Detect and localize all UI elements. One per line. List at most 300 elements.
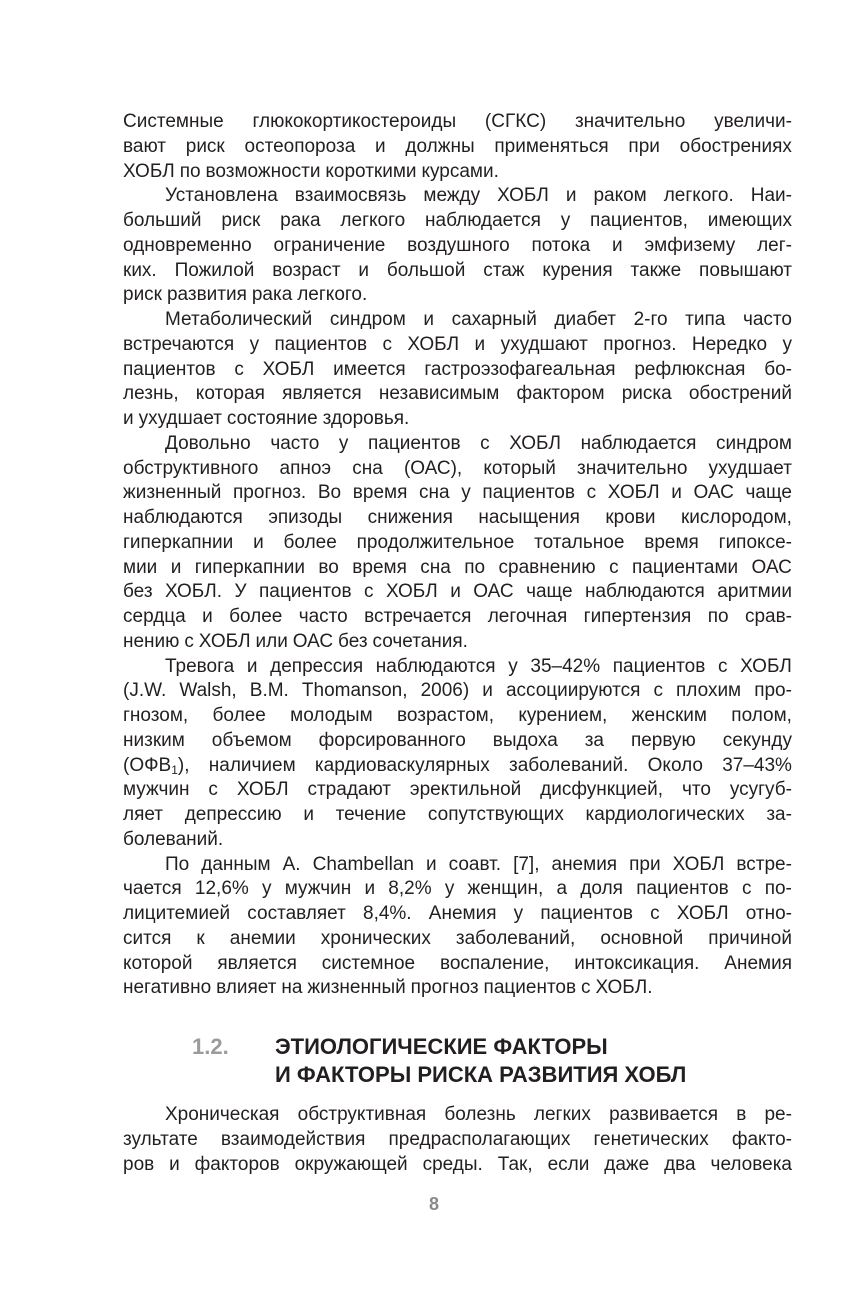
word: пациентов <box>483 977 577 999</box>
text-line <box>123 704 792 729</box>
word: ухудшает <box>138 408 222 429</box>
word: полом, <box>731 705 792 726</box>
word: применяться <box>494 135 609 157</box>
word: развивается <box>609 1104 719 1125</box>
word: апноэ <box>279 457 332 479</box>
word: и <box>364 878 376 900</box>
text-line <box>123 481 792 506</box>
word: [7], <box>513 853 540 875</box>
word: курсами. <box>421 160 499 182</box>
word: по <box>707 606 729 627</box>
text-line <box>123 927 792 952</box>
word: типа <box>685 309 726 330</box>
word: имеется <box>333 358 406 380</box>
word: составляет <box>247 903 346 924</box>
word: наблюдаются <box>584 581 705 603</box>
word: низким <box>123 729 185 751</box>
word: с <box>609 556 619 578</box>
word: с <box>364 581 374 603</box>
word: страдают <box>307 779 392 801</box>
word: ре- <box>764 1104 792 1125</box>
word: сердца <box>123 606 186 627</box>
word: ХОБЛ <box>123 160 175 182</box>
word: системное <box>321 952 416 974</box>
word: развития <box>166 284 247 306</box>
word: ХОБЛ <box>509 432 561 454</box>
text-line <box>123 877 792 902</box>
word: усугуб- <box>729 779 792 801</box>
word: пациентами <box>631 556 739 578</box>
word: ОАС <box>693 482 734 504</box>
word: анемия <box>551 853 618 875</box>
paragraph <box>123 184 792 308</box>
word: 2006) <box>420 680 470 702</box>
word: Довольно <box>165 432 251 454</box>
word: с <box>480 432 490 454</box>
word: и <box>565 185 577 207</box>
word: (J.W. <box>123 680 167 702</box>
word: также <box>630 259 682 281</box>
word: соавт. <box>448 853 502 875</box>
word: течение <box>335 804 407 825</box>
word: возрастом, <box>397 705 494 726</box>
word: сится <box>123 927 172 949</box>
section-title <box>275 1033 686 1089</box>
word: и <box>375 135 386 157</box>
word: кардиологических <box>585 804 745 825</box>
word: 2-го <box>633 309 668 330</box>
text-line <box>123 184 792 209</box>
word: с <box>717 655 728 677</box>
word: легкого. <box>663 185 734 207</box>
word: и <box>253 531 264 553</box>
word: у <box>508 655 518 677</box>
word: и <box>423 309 434 330</box>
paragraph <box>123 432 792 655</box>
text-line <box>123 333 792 358</box>
word: время <box>352 482 408 504</box>
word: человека <box>710 1153 792 1175</box>
word: мужчин <box>123 779 190 801</box>
word: 8,4%. <box>363 903 412 924</box>
word: отно- <box>745 903 792 924</box>
word: доля <box>580 878 623 900</box>
word: болеваний. <box>123 828 224 850</box>
word: гиперкапнии <box>194 556 306 578</box>
text-line <box>123 160 792 185</box>
text-line <box>123 853 792 878</box>
word: и <box>474 333 486 355</box>
word: по <box>464 556 486 578</box>
word: при <box>628 135 660 157</box>
word: с <box>650 903 660 924</box>
word: тотальное <box>534 531 625 553</box>
text-line <box>123 1103 792 1128</box>
word: пациентов <box>123 358 216 380</box>
text-line <box>123 778 792 803</box>
word: B.M. <box>249 680 289 702</box>
word: сна <box>352 457 383 479</box>
word: короткими <box>325 160 417 182</box>
word: A. <box>282 853 301 875</box>
text-line <box>123 952 792 977</box>
word: вают <box>123 135 166 157</box>
word: кардиоваскулярных <box>314 754 490 776</box>
word-with-subscript: $(ОФВ_1)$, <box>123 754 190 777</box>
word: чаще <box>745 482 792 504</box>
word: объемом <box>211 729 292 751</box>
word: ОАС <box>473 581 514 603</box>
word: лег- <box>757 234 792 256</box>
word: увеличи- <box>714 111 792 132</box>
word: значительно <box>574 111 686 132</box>
word: и <box>303 804 314 825</box>
word: (СГКС) <box>484 111 547 132</box>
word: 37–43% <box>722 754 792 776</box>
word: у <box>249 333 260 355</box>
word: во <box>318 556 339 578</box>
word: ограничение <box>273 234 386 256</box>
text-line <box>123 358 792 383</box>
text-line <box>123 506 792 531</box>
word: и <box>246 655 258 677</box>
word: Анемия <box>724 952 792 974</box>
word: и <box>450 581 461 603</box>
word: сахарный <box>451 309 537 330</box>
word: жизненный <box>307 977 406 999</box>
word: пациентов <box>259 581 352 603</box>
word: секунду <box>722 729 792 751</box>
word: 35–42% <box>530 655 601 677</box>
word: возраст <box>272 259 341 281</box>
word: здоровья. <box>322 408 410 429</box>
word: ухудшает <box>708 457 792 479</box>
word: и <box>671 482 682 504</box>
word: ХОБЛ <box>198 630 251 652</box>
word: повышают <box>699 259 792 281</box>
word: гипоксе- <box>718 531 792 553</box>
word: выдоха <box>492 729 558 751</box>
word: эректильной <box>409 779 522 801</box>
word: заболеваний. <box>508 754 629 776</box>
word: форсированного <box>318 729 466 751</box>
word: и <box>612 234 623 256</box>
word: факторов <box>194 1153 280 1175</box>
word: снижения <box>367 507 453 528</box>
word: и <box>358 259 370 281</box>
text-line <box>123 283 792 308</box>
word: часто <box>270 432 320 454</box>
word: ОАС <box>751 556 792 578</box>
paragraph <box>123 110 792 184</box>
word: обострений <box>688 383 792 405</box>
word: эмфизему <box>644 234 736 256</box>
word: между <box>423 185 481 207</box>
word: воспаление, <box>439 952 550 974</box>
text-line <box>123 679 792 704</box>
word: с <box>382 333 392 355</box>
word: продолжительное <box>356 531 515 553</box>
word: к <box>196 927 205 949</box>
word: депрессия <box>270 655 364 677</box>
word: про- <box>754 680 792 702</box>
word: возможности <box>205 160 321 182</box>
word: или <box>255 630 288 652</box>
word: обструктивная <box>297 1104 427 1125</box>
word: лезнь, <box>123 383 179 405</box>
word: ров <box>123 1153 155 1175</box>
word: без <box>338 630 368 652</box>
word: с <box>741 878 752 900</box>
text-line <box>123 457 792 482</box>
word: с <box>653 680 663 702</box>
word: пациентов <box>482 482 575 504</box>
word: гнозом, <box>123 705 189 726</box>
word: даже <box>604 1153 650 1175</box>
word: является <box>282 383 362 405</box>
word: среды. <box>422 1153 483 1175</box>
paragraph <box>123 1103 792 1177</box>
word: Пожилой <box>174 259 255 281</box>
word: предрасполагающих <box>388 1128 571 1150</box>
word: рака <box>251 284 293 306</box>
word: с <box>184 630 194 652</box>
word: ких. <box>123 259 157 281</box>
word: прогноз <box>410 977 479 999</box>
word: кислородом, <box>680 507 792 528</box>
word: значительно <box>577 457 688 479</box>
word: лицитемией <box>123 903 231 924</box>
word: сравнению <box>498 556 596 578</box>
subscript: 1 <box>171 762 178 777</box>
paragraph <box>123 308 792 432</box>
text-line <box>123 135 792 160</box>
word: курением, <box>518 705 608 726</box>
word: наблюдаются <box>123 507 243 528</box>
word: ухудшают <box>500 333 588 355</box>
word: ХОБЛ. <box>164 581 223 603</box>
word: дисфункцией, <box>540 779 664 801</box>
word: женщин, <box>467 878 544 900</box>
word: насыщения <box>478 507 580 528</box>
word: более <box>212 705 266 726</box>
word: и <box>169 1153 180 1175</box>
text-line <box>123 580 792 605</box>
word: ХОБЛ <box>676 903 729 924</box>
page-number: 8 <box>428 1194 439 1214</box>
word: Так, <box>497 1153 533 1175</box>
word: молодым <box>290 705 373 726</box>
word: с <box>581 977 591 999</box>
word: что <box>681 779 711 801</box>
word: мии <box>123 556 158 578</box>
word: заболеваний, <box>455 927 576 949</box>
word: больший <box>123 210 202 231</box>
word: данным <box>201 853 271 875</box>
word: интоксикация. <box>574 952 700 974</box>
word: имеющих <box>707 210 792 231</box>
text-line <box>123 110 792 135</box>
word: ХОБЛ <box>672 853 725 875</box>
word: 8,2% <box>388 878 432 900</box>
word: влияет <box>216 977 277 999</box>
word: риска <box>621 383 672 405</box>
word: обструктивного <box>123 457 259 479</box>
word: риск <box>123 284 162 306</box>
word: курения <box>542 259 613 281</box>
text-line <box>123 407 792 432</box>
text-line <box>123 803 792 828</box>
word: первую <box>630 729 696 751</box>
word: более <box>229 606 283 627</box>
word: аритмии <box>717 581 792 603</box>
word: Анемия <box>428 903 497 924</box>
word: ХОБЛ <box>740 655 792 677</box>
text-line <box>123 531 792 556</box>
word: По <box>165 853 190 875</box>
word: анемии <box>229 927 296 949</box>
text-line <box>123 259 792 284</box>
text-line <box>123 556 792 581</box>
word: взаимодействия <box>220 1128 366 1150</box>
word: а <box>556 878 568 900</box>
word: синдром <box>716 432 792 454</box>
word: Наи- <box>750 185 792 207</box>
body-text <box>123 110 792 1001</box>
word: ляет <box>123 804 164 825</box>
paragraph <box>123 655 792 853</box>
word: сопутствующих <box>427 804 564 825</box>
word: ХОБЛ <box>407 333 460 355</box>
word: с <box>234 358 244 380</box>
section-body-text <box>123 1103 792 1177</box>
word: встречаются <box>123 333 235 355</box>
word: У <box>234 581 247 603</box>
word: мужчин <box>284 878 352 900</box>
word: ОАС <box>292 630 334 652</box>
word: Во <box>317 482 342 504</box>
word: пациентов <box>636 878 729 900</box>
word: пациентов <box>368 432 461 454</box>
word: гиперкапнии <box>123 531 234 553</box>
word: независимым <box>378 383 500 405</box>
word: нению <box>123 630 180 652</box>
word: рака <box>280 210 321 231</box>
text-line <box>123 729 792 754</box>
word: остеопороза <box>244 135 356 157</box>
section-title-line: И ФАКТОРЫ РИСКА РАЗВИТИЯ ХОБЛ <box>275 1062 687 1087</box>
word: эпизоды <box>268 507 343 528</box>
word: прогноз. <box>603 333 677 355</box>
word: взаимосвязь <box>294 185 407 207</box>
word: сна <box>419 482 450 504</box>
word: Chambellan <box>312 853 414 875</box>
word: ХОБЛ <box>607 482 660 504</box>
word: крови <box>605 507 656 528</box>
word: пациентов <box>274 333 368 355</box>
text-line <box>123 1153 792 1178</box>
text-line <box>123 902 792 927</box>
word: должны <box>405 135 475 157</box>
word: Хроническая <box>165 1104 280 1125</box>
word: встре- <box>736 853 792 875</box>
word: плохим <box>676 680 742 702</box>
word: основной <box>600 927 684 949</box>
word: потока <box>531 234 591 256</box>
word: и <box>482 680 493 702</box>
word: Установлена <box>165 185 278 207</box>
word: пациентов, <box>590 210 688 231</box>
word: ХОБЛ <box>385 581 438 603</box>
word: диабет <box>554 309 616 330</box>
word: пациентов <box>612 655 706 677</box>
word: легкого <box>340 210 406 231</box>
word: одновременно <box>123 234 252 256</box>
word: (ОАС), <box>403 457 463 479</box>
word: сна <box>420 556 451 578</box>
text-line <box>123 630 792 655</box>
word: наблюдается <box>425 210 541 231</box>
word: женским <box>631 705 707 726</box>
word: стаж <box>483 259 525 281</box>
word: чаще <box>526 581 573 603</box>
word: глюкокортикостероиды <box>252 111 457 132</box>
word: у <box>782 333 792 355</box>
word: ХОБЛ <box>236 779 289 801</box>
word: по <box>179 160 201 182</box>
word: Walsh, <box>179 680 237 702</box>
word: Нередко <box>691 333 768 355</box>
word: воздушного <box>407 234 510 256</box>
word: гастроэзофагеальная <box>424 358 616 380</box>
word: если <box>547 1153 590 1175</box>
word: часто <box>742 309 792 330</box>
word: болезнь <box>444 1104 516 1125</box>
word: 12,6% <box>194 878 249 900</box>
word: зультате <box>123 1128 198 1150</box>
word: факто- <box>731 1128 792 1150</box>
word: срав- <box>744 606 792 627</box>
word: легких <box>533 1104 591 1125</box>
paragraph <box>123 853 792 1002</box>
word: депрессию <box>184 804 282 825</box>
word: и <box>426 853 437 875</box>
word: два <box>664 1153 696 1175</box>
word: прогноз. <box>233 482 307 504</box>
word: которой <box>123 952 193 974</box>
word: гипертензия <box>583 606 692 627</box>
word: в <box>736 1104 747 1125</box>
text-line <box>123 432 792 457</box>
word: хронических <box>320 927 431 949</box>
word: которая <box>195 383 265 405</box>
word: легкого. <box>297 284 368 306</box>
word: синдром <box>329 309 406 330</box>
word: Системные <box>123 111 224 132</box>
word: обострениях <box>679 135 792 157</box>
word: при <box>629 853 661 875</box>
word: более <box>283 531 337 553</box>
text-line <box>123 655 792 680</box>
word: у <box>461 482 471 504</box>
word: у <box>513 903 524 924</box>
word: с <box>586 482 597 504</box>
word: Тревога <box>165 655 235 677</box>
word: наблюдается <box>580 432 697 454</box>
word: у <box>338 432 349 454</box>
word: пациентов <box>540 903 633 924</box>
word: и <box>202 606 213 627</box>
